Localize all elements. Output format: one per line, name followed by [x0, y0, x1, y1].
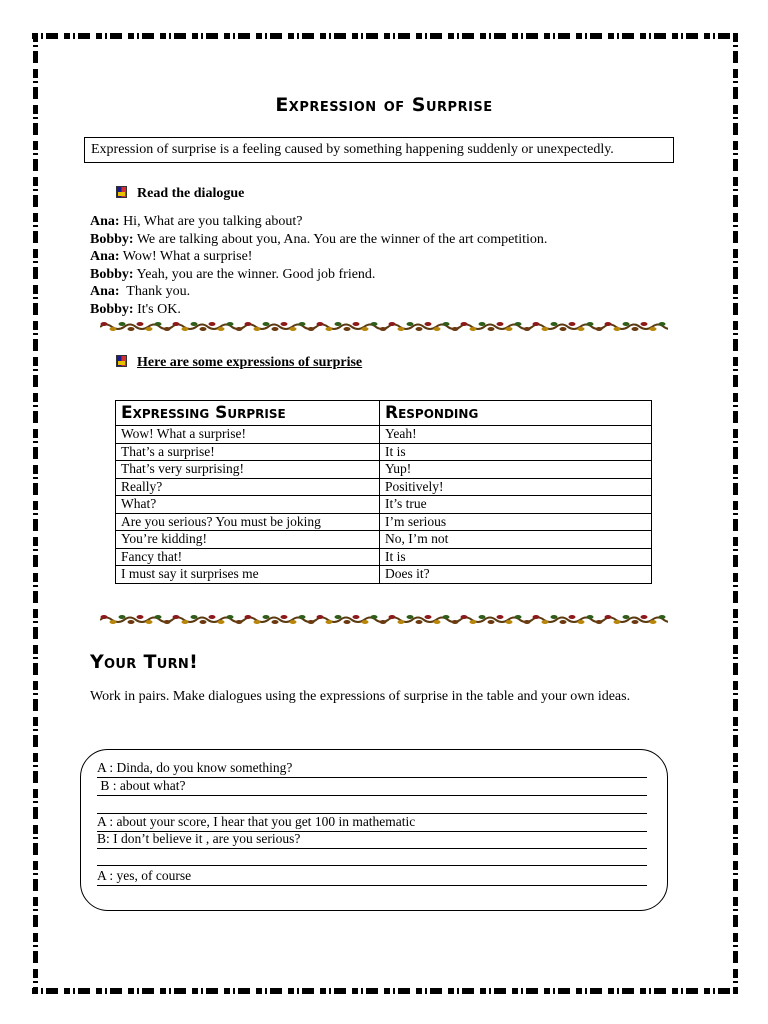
- example-line: B : about what?: [97, 778, 647, 796]
- vine-leaf: [119, 322, 126, 326]
- blank-answer-line: [97, 796, 647, 814]
- vine-leaf: [128, 327, 135, 331]
- vine-leaf: [290, 327, 297, 331]
- vine-leaf: [542, 327, 549, 331]
- response-cell: Positively!: [380, 478, 652, 496]
- vine-leaf: [434, 620, 441, 624]
- vine-leaf: [146, 327, 153, 331]
- vine-leaf: [317, 322, 324, 326]
- vine-leaf: [560, 327, 567, 331]
- vine-leaf: [605, 615, 612, 619]
- vine-leaf: [407, 615, 414, 619]
- response-cell: Does it?: [380, 566, 652, 584]
- vine-leaf: [335, 322, 342, 326]
- vine-leaf: [560, 620, 567, 624]
- vine-leaf: [434, 327, 441, 331]
- vine-leaf: [191, 322, 198, 326]
- expressions-heading-label: Here are some expressions of surprise: [137, 355, 363, 370]
- table-row: [116, 443, 652, 461]
- vine-leaf: [281, 615, 288, 619]
- vine-leaf: [209, 615, 216, 619]
- vine-leaf: [326, 327, 333, 331]
- expressions-heading: [116, 355, 362, 371]
- response-cell: Yeah!: [380, 426, 652, 444]
- dialogue-line: [90, 248, 547, 266]
- vine-leaf: [155, 322, 162, 326]
- bullet-icon: [116, 355, 127, 367]
- vine-leaf: [398, 327, 405, 331]
- expression-cell: Fancy that!: [116, 548, 380, 566]
- vine-leaf: [119, 615, 126, 619]
- vine-leaf: [614, 620, 621, 624]
- vine-leaf: [380, 620, 387, 624]
- dialogue-speaker: Ana:: [90, 214, 120, 229]
- vine-leaf: [299, 615, 306, 619]
- vine-leaf: [452, 327, 459, 331]
- expression-cell: Are you serious? You must be joking: [116, 513, 380, 531]
- expression-cell: I must say it surprises me: [116, 566, 380, 584]
- vine-leaf: [416, 327, 423, 331]
- vine-leaf: [470, 327, 477, 331]
- dialogue-text: It's OK.: [133, 301, 181, 317]
- vine-leaf: [182, 327, 189, 331]
- vine-leaf: [659, 615, 666, 619]
- response-cell: It’s true: [380, 496, 652, 514]
- vine-leaf: [470, 620, 477, 624]
- vine-leaf: [164, 327, 171, 331]
- response-cell: Yup!: [380, 461, 652, 479]
- vine-leaf: [596, 620, 603, 624]
- dialogue-speaker: Bobby:: [90, 231, 134, 247]
- vine-leaf: [245, 322, 252, 326]
- vine-leaf: [533, 322, 540, 326]
- page-border-right: [733, 33, 738, 994]
- example-line: B: I don’t believe it , are you serious?: [97, 831, 647, 849]
- vine-leaf: [371, 322, 378, 326]
- vine-leaf: [614, 327, 621, 331]
- vine-leaf: [416, 620, 423, 624]
- vine-leaf: [497, 615, 504, 619]
- vine-leaf: [173, 322, 180, 326]
- vine-leaf: [227, 615, 234, 619]
- expression-cell: What?: [116, 496, 380, 514]
- table-row: [116, 548, 652, 566]
- vine-leaf: [272, 327, 279, 331]
- dialogue-text: We are talking about you, Ana. You are the winner of the art competition.: [133, 231, 548, 247]
- vine-leaf: [605, 322, 612, 326]
- vine-leaf: [137, 615, 144, 619]
- vine-leaf: [479, 615, 486, 619]
- page-border-bottom: [32, 988, 738, 994]
- expression-cell: That’s a surprise!: [116, 443, 380, 461]
- vine-leaf: [236, 620, 243, 624]
- vine-leaf: [272, 620, 279, 624]
- expression-cell: Wow! What a surprise!: [116, 426, 380, 444]
- vine-leaf: [218, 327, 225, 331]
- vine-leaf: [164, 620, 171, 624]
- vine-leaf: [344, 620, 351, 624]
- table-row: [116, 566, 652, 584]
- vine-leaf: [641, 322, 648, 326]
- vine-leaf: [236, 327, 243, 331]
- instruction-text: Work in pairs. Make dialogues using the expressions of surprise in the table and your own ideas.: [90, 689, 631, 704]
- vine-leaf: [182, 620, 189, 624]
- vine-divider: [100, 319, 668, 333]
- table-row: [116, 496, 652, 514]
- vine-leaf: [200, 620, 207, 624]
- vine-leaf: [245, 615, 252, 619]
- dialogue-speaker: Ana:: [90, 249, 120, 264]
- vine-leaf: [128, 620, 135, 624]
- vine-leaf: [551, 615, 558, 619]
- vine-leaf: [551, 322, 558, 326]
- vine-leaf: [173, 615, 180, 619]
- vine-leaf: [632, 327, 639, 331]
- vine-leaf: [191, 615, 198, 619]
- vine-leaf: [524, 327, 531, 331]
- table-body: [116, 426, 652, 584]
- vine-leaf: [569, 322, 576, 326]
- vine-leaf: [353, 322, 360, 326]
- vine-leaf: [110, 327, 117, 331]
- vine-leaf: [263, 615, 270, 619]
- vine-leaf: [227, 322, 234, 326]
- dialogue-line: [90, 301, 547, 319]
- vine-leaf: [506, 327, 513, 331]
- vine-leaf: [587, 322, 594, 326]
- vine-leaf: [461, 615, 468, 619]
- vine-leaf: [317, 615, 324, 619]
- read-dialogue-heading: [116, 186, 244, 202]
- vine-leaf: [407, 322, 414, 326]
- vine-leaf: [110, 620, 117, 624]
- vine-leaf: [299, 322, 306, 326]
- table-row: [116, 531, 652, 549]
- dialogue-line: [90, 213, 547, 231]
- dialogue-speaker: Ana:: [90, 284, 120, 299]
- definition-box: Expression of surprise is a feeling caused by something happening suddenly or unexpectedly.: [84, 137, 674, 163]
- vine-leaf: [569, 615, 576, 619]
- vine-leaf: [254, 327, 261, 331]
- vine-leaf: [641, 615, 648, 619]
- dialogue-text: Wow! What a surprise!: [119, 249, 253, 264]
- expression-cell: Really?: [116, 478, 380, 496]
- vine-leaf: [524, 620, 531, 624]
- dialogue-line: [90, 266, 547, 284]
- expression-cell: You’re kidding!: [116, 531, 380, 549]
- vine-leaf: [389, 615, 396, 619]
- vine-leaf: [659, 322, 666, 326]
- vine-leaf: [146, 620, 153, 624]
- vine-leaf: [218, 620, 225, 624]
- table-row: [116, 513, 652, 531]
- vine-leaf: [578, 327, 585, 331]
- vine-leaf: [443, 615, 450, 619]
- vine-leaf: [254, 620, 261, 624]
- column-header-expressing: Expressing Surprise: [116, 401, 380, 426]
- vine-leaf: [479, 322, 486, 326]
- vine-leaf: [209, 322, 216, 326]
- vine-leaf: [515, 615, 522, 619]
- table-row: [116, 478, 652, 496]
- example-line: A : about your score, I hear that you get 100 in mathematic: [97, 814, 647, 832]
- example-line: A : yes, of course: [97, 868, 647, 886]
- bullet-icon: [116, 186, 127, 198]
- vine-leaf: [308, 327, 315, 331]
- page-border-top: [32, 33, 738, 39]
- vine-leaf: [137, 322, 144, 326]
- vine-leaf: [587, 615, 594, 619]
- vine-leaf: [452, 620, 459, 624]
- vine-leaf: [353, 615, 360, 619]
- table-row: [116, 461, 652, 479]
- response-cell: I’m serious: [380, 513, 652, 531]
- dialogue-line: [90, 231, 547, 249]
- expression-cell: That’s very surprising!: [116, 461, 380, 479]
- dialogue-text: Hi, What are you talking about?: [119, 214, 303, 229]
- vine-leaf: [506, 620, 513, 624]
- dialogue-text: Yeah, you are the winner. Good job friend.: [133, 266, 376, 282]
- vine-leaf: [335, 615, 342, 619]
- vine-leaf: [389, 322, 396, 326]
- vine-leaf: [623, 322, 630, 326]
- response-cell: It is: [380, 548, 652, 566]
- vine-leaf: [461, 322, 468, 326]
- dialogue-text: Thank you.: [119, 284, 191, 299]
- vine-leaf: [362, 327, 369, 331]
- response-cell: It is: [380, 443, 652, 461]
- vine-leaf: [533, 615, 540, 619]
- table-row: [116, 426, 652, 444]
- vine-leaf: [344, 327, 351, 331]
- example-line: A : Dinda, do you know something?: [97, 760, 647, 778]
- vine-leaf: [497, 322, 504, 326]
- vine-leaf: [326, 620, 333, 624]
- vine-leaf: [542, 620, 549, 624]
- vine-leaf: [101, 322, 108, 326]
- vine-leaf: [425, 615, 432, 619]
- vine-leaf: [578, 620, 585, 624]
- dialogue-speaker: Bobby:: [90, 301, 134, 317]
- read-dialogue-label: Read the dialogue: [137, 186, 245, 201]
- vine-leaf: [380, 327, 387, 331]
- column-header-responding: Responding: [380, 401, 652, 426]
- vine-leaf: [155, 615, 162, 619]
- vine-leaf: [650, 620, 657, 624]
- vine-leaf: [488, 620, 495, 624]
- response-cell: No, I’m not: [380, 531, 652, 549]
- vine-leaf: [443, 322, 450, 326]
- dialogue-speaker: Bobby:: [90, 266, 134, 282]
- page-title: Expression of Surprise: [275, 94, 493, 116]
- vine-leaf: [263, 322, 270, 326]
- vine-leaf: [632, 620, 639, 624]
- vine-leaf: [281, 322, 288, 326]
- expressions-table: [115, 400, 652, 584]
- your-turn-heading: Your Turn!: [90, 651, 199, 673]
- vine-divider: [100, 612, 668, 626]
- dialogue-line: [90, 283, 547, 301]
- table-header-row: [116, 401, 652, 426]
- vine-leaf: [515, 322, 522, 326]
- dialogue: [90, 213, 547, 318]
- vine-leaf: [290, 620, 297, 624]
- vine-leaf: [398, 620, 405, 624]
- vine-leaf: [623, 615, 630, 619]
- vine-leaf: [362, 620, 369, 624]
- blank-answer-line: [97, 848, 647, 866]
- vine-leaf: [488, 327, 495, 331]
- vine-leaf: [650, 327, 657, 331]
- vine-leaf: [200, 327, 207, 331]
- vine-leaf: [371, 615, 378, 619]
- vine-leaf: [425, 322, 432, 326]
- vine-leaf: [101, 615, 108, 619]
- page-border-left: [33, 33, 38, 994]
- vine-leaf: [308, 620, 315, 624]
- vine-leaf: [596, 327, 603, 331]
